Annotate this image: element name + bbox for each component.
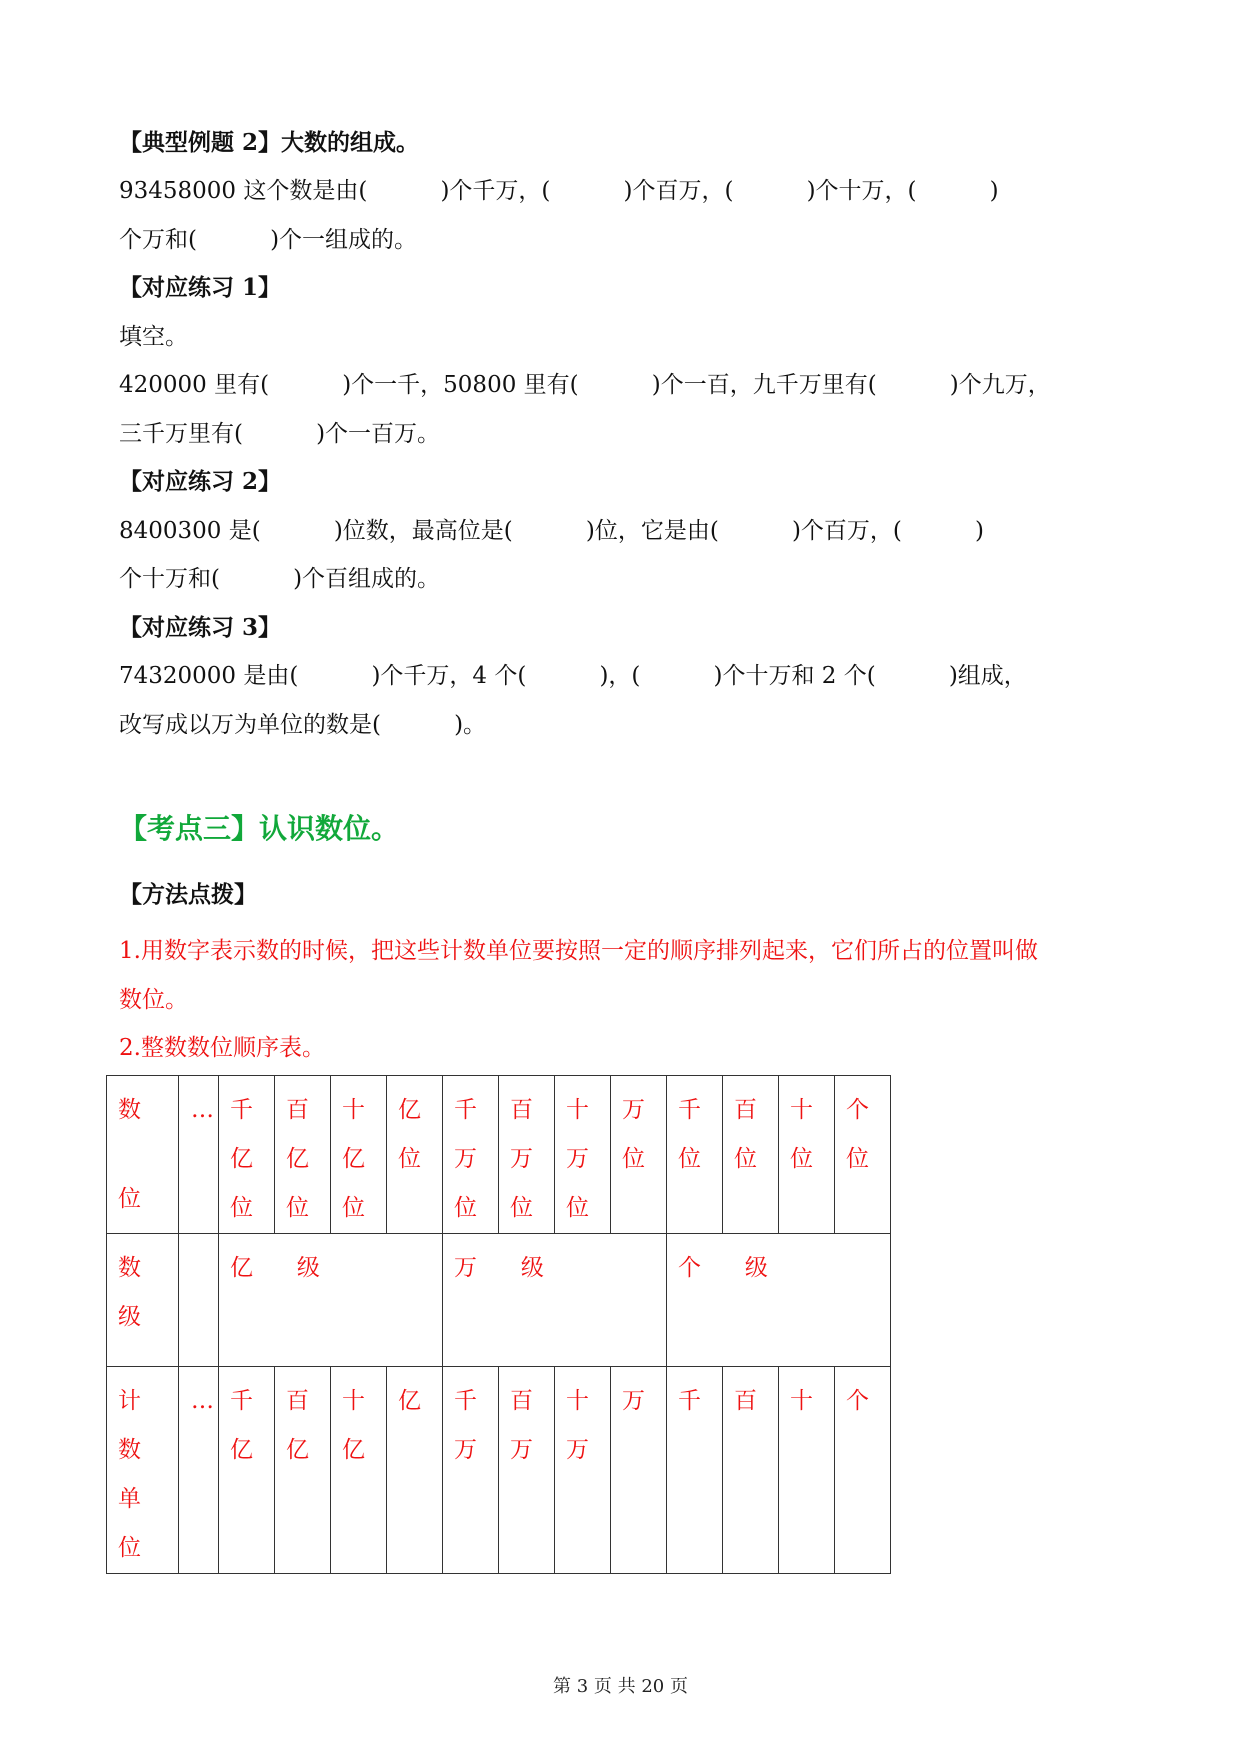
place-char: 位: [790, 1146, 813, 1172]
unit-cell: [835, 1367, 891, 1574]
row-label-place: [107, 1076, 179, 1234]
grade-row: [107, 1234, 891, 1367]
unit-label-char: 单: [118, 1486, 141, 1512]
unit-cell: [611, 1367, 667, 1574]
ellipsis-cell: [179, 1076, 219, 1234]
unit-row: [107, 1367, 891, 1574]
page-footer: 第 3 页 共 20 页: [553, 1676, 688, 1697]
practice1-line2: 420000 里有( )个一千，50800 里有( )个一百，九千万里有( )个九万，: [119, 372, 1051, 398]
practice1-heading: 【对应练习 1】: [119, 274, 282, 301]
grade-cell-wan: [443, 1234, 667, 1367]
unit-char: 十: [566, 1388, 589, 1414]
unit-cell: [331, 1367, 387, 1574]
row-label-grade: [107, 1234, 179, 1367]
unit-char: 十: [790, 1388, 813, 1414]
place-char: 百: [734, 1097, 757, 1123]
place-char: 万: [566, 1146, 589, 1172]
example2-line1: 93458000 这个数是由( )个千万，( )个百万，( )个十万，( ): [119, 178, 999, 204]
place-char: 亿: [398, 1097, 421, 1123]
point2: 2.整数数位顺序表。: [119, 1035, 325, 1061]
place-char: 位: [734, 1146, 757, 1172]
unit-cell: [779, 1367, 835, 1574]
practice2-line2: 个十万和( )个百组成的。: [119, 566, 441, 592]
ellipsis: …: [191, 1097, 214, 1123]
unit-label-char: 计: [118, 1388, 141, 1414]
example2-heading: 【典型例题 2】大数的组成。: [119, 129, 420, 156]
unit-label-char: 数: [118, 1437, 141, 1463]
place-char: 百: [286, 1097, 309, 1123]
unit-char: 亿: [342, 1437, 365, 1463]
place-char: 十: [342, 1097, 365, 1123]
unit-char: 万: [622, 1388, 645, 1414]
unit-char: 千: [230, 1388, 253, 1414]
example2-line2: 个万和( )个一组成的。: [119, 227, 418, 253]
row-label-unit: [107, 1367, 179, 1574]
grade-label-char: 级: [118, 1304, 141, 1330]
unit-char: 亿: [230, 1437, 253, 1463]
practice2-heading: 【对应练习 2】: [119, 468, 282, 495]
place-cell: [219, 1076, 275, 1234]
unit-char: 十: [342, 1388, 365, 1414]
place-row: [107, 1076, 891, 1234]
place-char: 位: [622, 1146, 645, 1172]
point1-line2: 数位。: [119, 987, 188, 1013]
place-char: 十: [566, 1097, 589, 1123]
unit-char: 百: [286, 1388, 309, 1414]
grade-cell-yi: [219, 1234, 443, 1367]
row-label-place-bottom: 位: [118, 1186, 141, 1212]
place-char: 亿: [342, 1146, 365, 1172]
place-char: 万: [454, 1146, 477, 1172]
unit-char: 亿: [286, 1437, 309, 1463]
unit-label-char: 位: [118, 1535, 141, 1561]
place-cell: [275, 1076, 331, 1234]
unit-char: 百: [734, 1388, 757, 1414]
grade-cell-ge: [667, 1234, 891, 1367]
place-cell: [779, 1076, 835, 1234]
practice1-line3: 三千万里有( )个一百万。: [119, 421, 441, 447]
place-cell: [723, 1076, 779, 1234]
unit-char: 千: [454, 1388, 477, 1414]
unit-cell: [219, 1367, 275, 1574]
unit-char: 千: [678, 1388, 701, 1414]
practice1-line1: 填空。: [119, 324, 188, 350]
place-cell: [667, 1076, 723, 1234]
unit-cell: [667, 1367, 723, 1574]
place-char: 位: [566, 1195, 589, 1221]
unit-char: 亿: [398, 1388, 421, 1414]
method-heading: 【方法点拨】: [119, 881, 257, 908]
ellipsis: …: [191, 1388, 214, 1414]
place-char: 千: [678, 1097, 701, 1123]
grade-ge: 个 级: [678, 1255, 768, 1281]
practice2-line1: 8400300 是( )位数，最高位是( )位，它是由( )个百万，( ): [119, 518, 984, 544]
place-value-table: [106, 1075, 891, 1574]
place-char: 位: [286, 1195, 309, 1221]
practice3-heading: 【对应练习 3】: [119, 614, 282, 641]
place-char: 亿: [230, 1146, 253, 1172]
unit-char: 万: [566, 1437, 589, 1463]
place-cell: [331, 1076, 387, 1234]
place-char: 位: [398, 1146, 421, 1172]
place-cell: [499, 1076, 555, 1234]
place-char: 位: [510, 1195, 533, 1221]
place-char: 位: [678, 1146, 701, 1172]
unit-cell: [443, 1367, 499, 1574]
unit-cell: [555, 1367, 611, 1574]
place-cell: [611, 1076, 667, 1234]
grade-yi: 亿 级: [230, 1255, 320, 1281]
place-char: 位: [846, 1146, 869, 1172]
place-char: 千: [454, 1097, 477, 1123]
row-label-place-top: 数: [118, 1097, 141, 1123]
practice3-line1: 74320000 是由( )个千万，4 个( )，( )个十万和 2 个( )组成，: [119, 663, 1027, 689]
unit-cell: [387, 1367, 443, 1574]
grade-label-char: 数: [118, 1255, 141, 1281]
unit-char: 万: [510, 1437, 533, 1463]
ellipsis-cell: [179, 1367, 219, 1574]
place-char: 亿: [286, 1146, 309, 1172]
unit-cell: [723, 1367, 779, 1574]
unit-char: 百: [510, 1388, 533, 1414]
place-char: 个: [846, 1097, 869, 1123]
empty-cell: [179, 1234, 219, 1367]
place-char: 万: [622, 1097, 645, 1123]
unit-char: 万: [454, 1437, 477, 1463]
place-cell: [555, 1076, 611, 1234]
place-cell: [443, 1076, 499, 1234]
grade-wan: 万 级: [454, 1255, 544, 1281]
unit-cell: [275, 1367, 331, 1574]
place-char: 位: [454, 1195, 477, 1221]
section3-title: 【考点三】认识数位。: [119, 812, 400, 845]
place-char: 位: [230, 1195, 253, 1221]
unit-cell: [499, 1367, 555, 1574]
place-char: 十: [790, 1097, 813, 1123]
place-char: 万: [510, 1146, 533, 1172]
practice3-line2: 改写成以万为单位的数是( )。: [119, 712, 487, 738]
place-char: 位: [342, 1195, 365, 1221]
place-cell: [387, 1076, 443, 1234]
point1-line1: 1.用数字表示数的时候，把这些计数单位要按照一定的顺序排列起来，它们所占的位置叫做: [119, 938, 1038, 964]
place-char: 千: [230, 1097, 253, 1123]
unit-char: 个: [846, 1388, 869, 1414]
place-char: 百: [510, 1097, 533, 1123]
place-cell: [835, 1076, 891, 1234]
